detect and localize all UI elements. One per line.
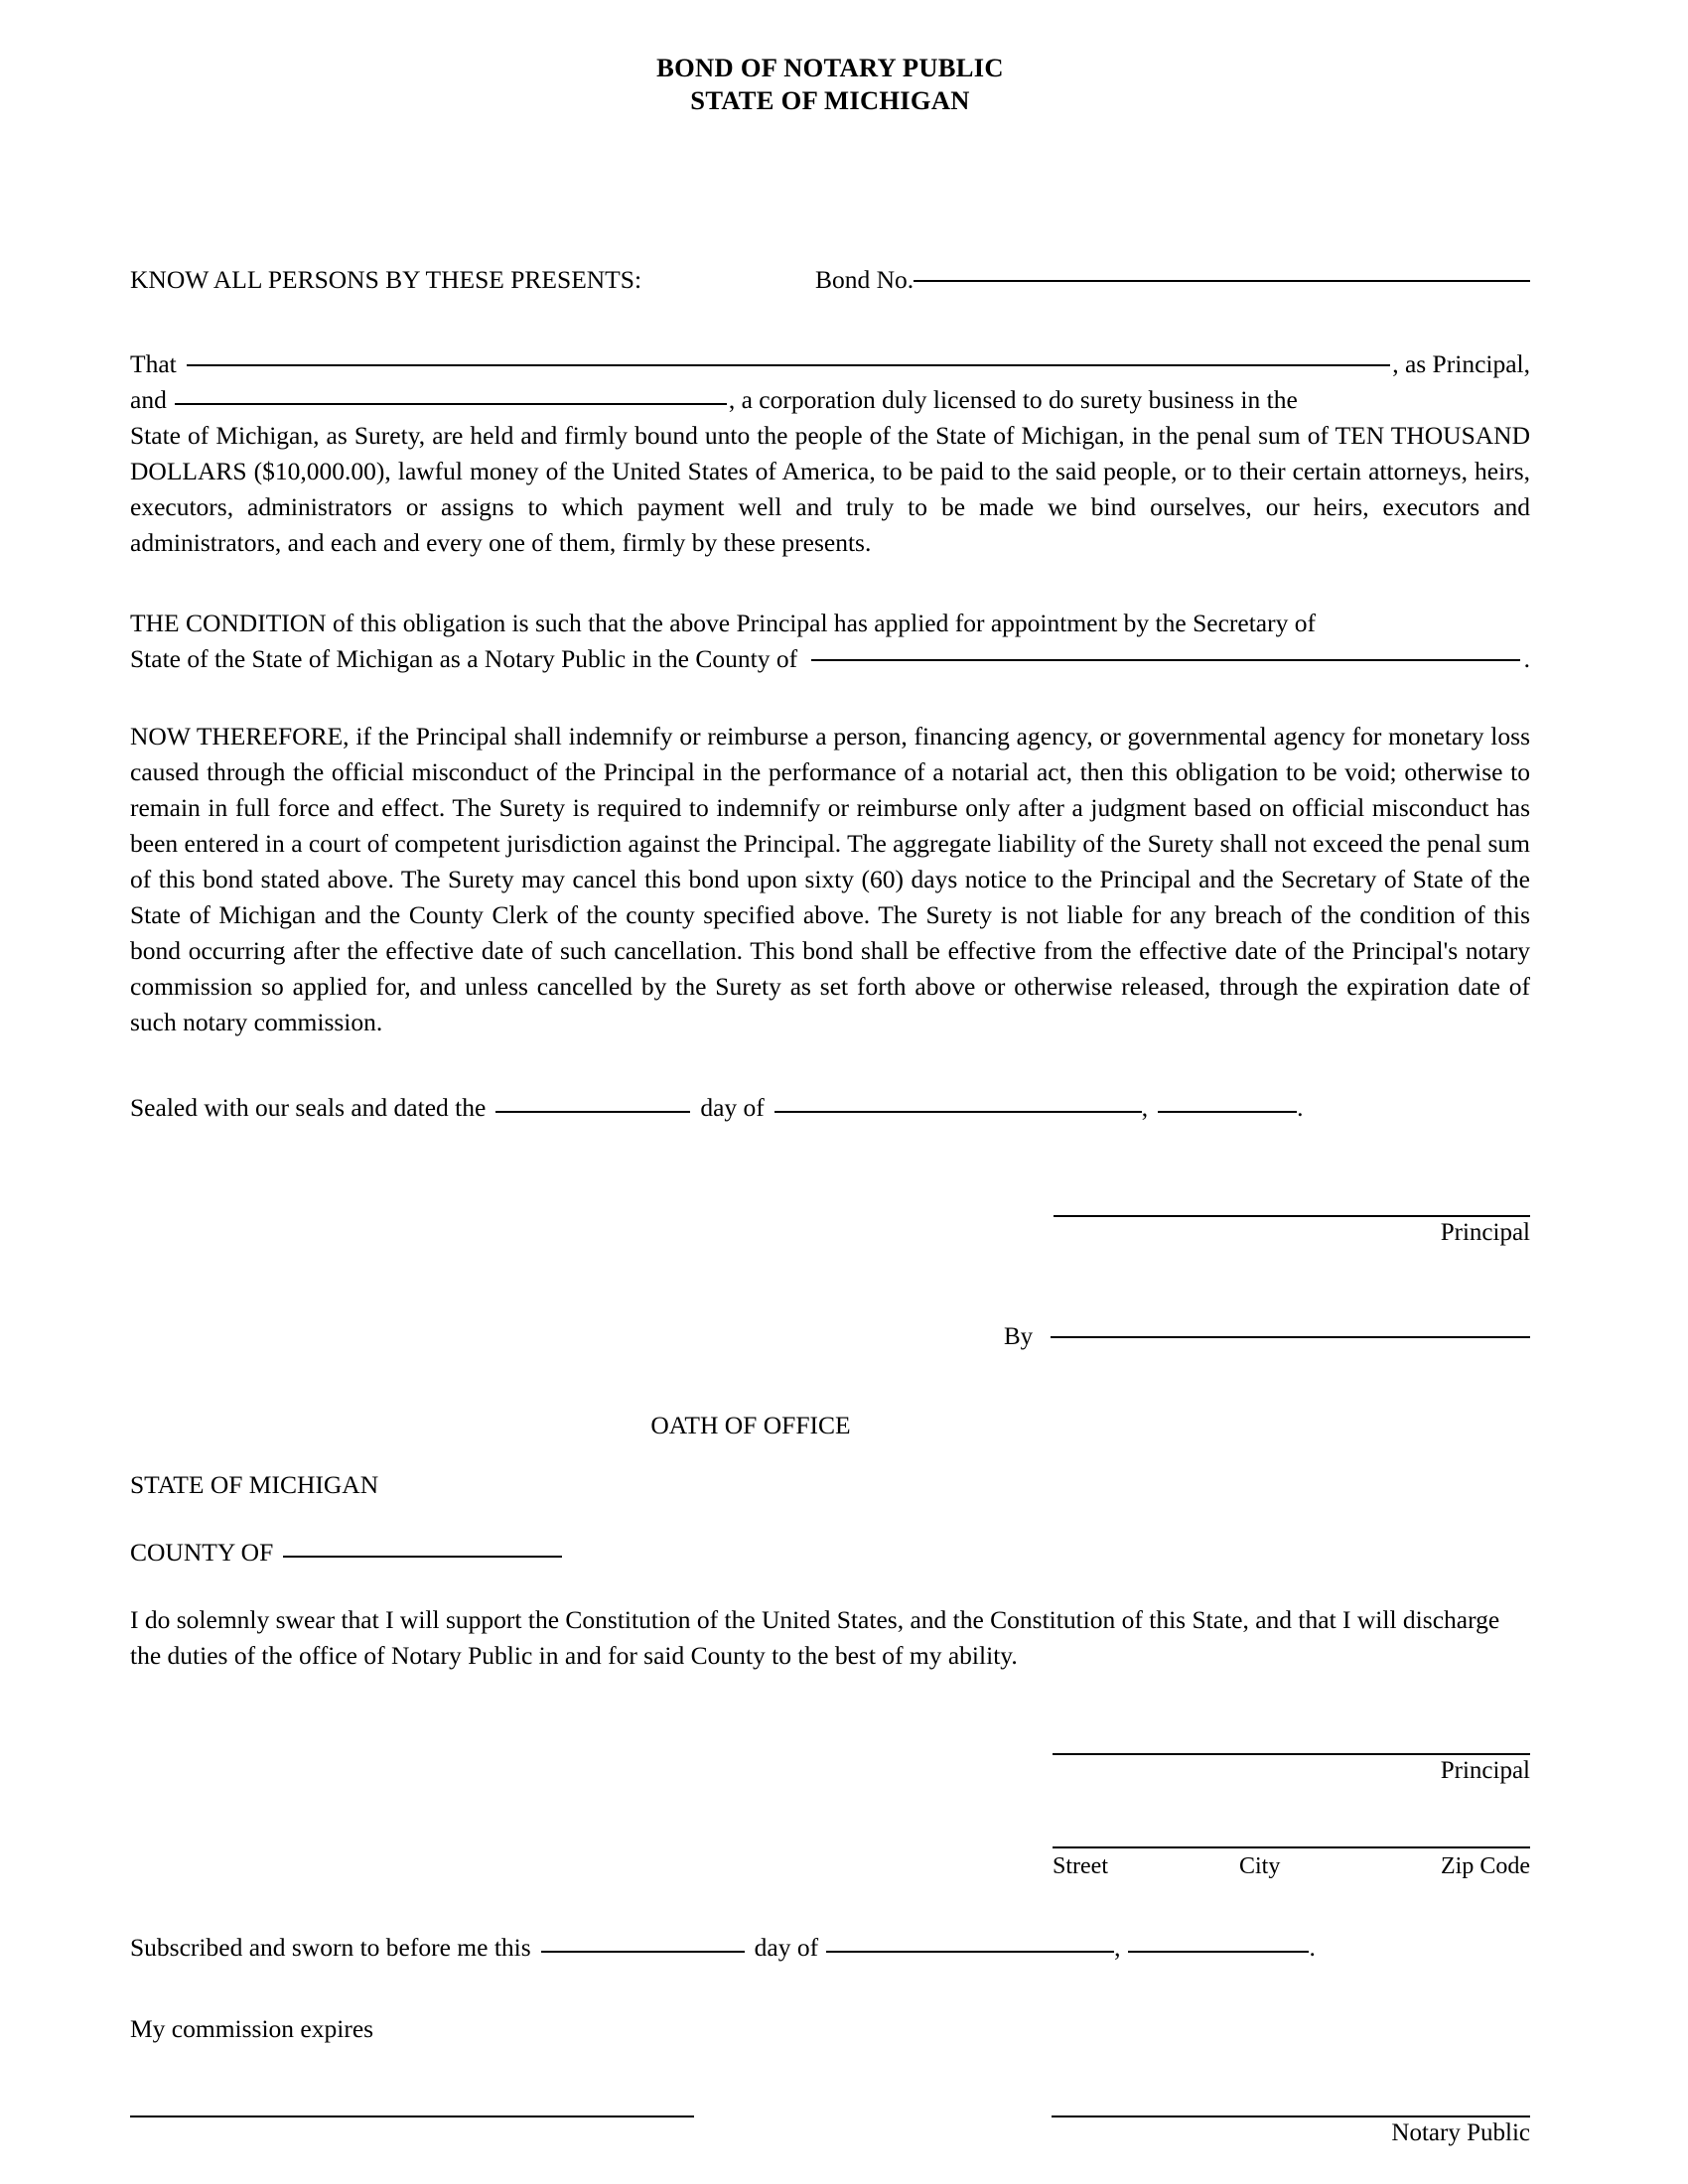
- notary-public-block: [1052, 2116, 1530, 2149]
- as-principal-label: , as Principal,: [1392, 349, 1530, 378]
- title-line-2: STATE OF MICHIGAN: [690, 85, 970, 115]
- oath-county-input-rule[interactable]: [283, 1556, 562, 1558]
- sealed-day-input-rule[interactable]: [495, 1111, 690, 1113]
- city-label: City: [1239, 1853, 1281, 1879]
- commission-expires-label: My commission expires: [130, 2014, 374, 2043]
- principal-name-input-rule[interactable]: [187, 364, 1390, 366]
- sealed-year-input-rule[interactable]: [1158, 1111, 1297, 1113]
- bond-no-field: [815, 263, 1530, 297]
- oath-state-label: STATE OF MICHIGAN: [130, 1470, 379, 1499]
- final-gap: [694, 2116, 1052, 2149]
- and-corporation-row: [130, 382, 1530, 418]
- address-block: [1053, 1846, 1530, 1881]
- final-left-rule[interactable]: [130, 2116, 694, 2117]
- bond-no-label: Bond No.: [815, 265, 914, 294]
- condition-county-prefix: State of the State of Michigan as a Notary Public in the County of: [130, 644, 798, 673]
- sealed-date-row: [130, 1090, 1530, 1126]
- know-all-persons-row: [130, 263, 1530, 297]
- and-label: and: [130, 385, 167, 414]
- oath-of-office-heading: OATH OF OFFICE: [650, 1411, 851, 1439]
- now-therefore-paragraph: NOW THEREFORE, if the Principal shall indemnify or reimburse a person, financing agency, or governmental agency for monetary loss caused through the official misconduct of the Principal in the performance of a notarial act, then this obligation to be void; otherwise to remain in full force and effect. The Surety is required to indemnify or reimburse only after a judgment based on official misconduct has been entered in a court of competent jurisdiction against the Principal. The aggregate liability of the Surety shall not exceed the penal sum of this bond stated above. The Surety may cancel this bond upon sixty (60) days notice to the Principal and the Secretary of State of the State of Michigan and the County Clerk of the county specified above. The Surety is not liable for any breach of the condition of this bond occurring after the effective date of such cancellation. This bond shall be effective from the effective date of the Principal's notary commission so applied for, and unless cancelled by the Surety as set forth above or otherwise released, through the expiration date of such notary commission.: [130, 722, 1530, 1036]
- that-principal-row: [130, 346, 1530, 382]
- subscribed-comma: ,: [1114, 1933, 1121, 1962]
- oath-principal-label: Principal: [1440, 1757, 1530, 1784]
- that-section: [130, 346, 1530, 561]
- by-signature-block: [1004, 1321, 1530, 1353]
- commission-expires-row: [130, 2014, 1530, 2044]
- subscribed-sworn-row: [130, 1933, 1530, 1963]
- document-title: [130, 52, 1530, 117]
- by-signature-rule[interactable]: [1051, 1336, 1530, 1338]
- oath-principal-signature-block: [1053, 1753, 1530, 1787]
- subscribed-day-input-rule[interactable]: [541, 1951, 745, 1953]
- sealed-period: .: [1297, 1093, 1304, 1122]
- by-label: By: [1004, 1323, 1034, 1350]
- condition-line-1: THE CONDITION of this obligation is such that the above Principal has applied for appointment by the Secretary of: [130, 609, 1316, 637]
- subscribed-prefix: Subscribed and sworn to before me this: [130, 1933, 531, 1962]
- subscribed-year-input-rule[interactable]: [1128, 1951, 1309, 1953]
- sealed-prefix: Sealed with our seals and dated the: [130, 1093, 487, 1122]
- address-input-rule[interactable]: [1053, 1846, 1530, 1848]
- sealed-comma: ,: [1141, 1093, 1149, 1122]
- subscribed-month-input-rule[interactable]: [826, 1951, 1114, 1953]
- final-left-block: [130, 2116, 694, 2149]
- principal-signature-block: [1054, 1215, 1530, 1249]
- sealed-day-of-label: day of: [700, 1093, 765, 1122]
- street-label: Street: [1053, 1853, 1108, 1879]
- county-input-rule[interactable]: [811, 659, 1520, 661]
- bond-no-input-rule[interactable]: [914, 280, 1530, 282]
- oath-county-row: [130, 1538, 1530, 1568]
- title-line-1: BOND OF NOTARY PUBLIC: [656, 53, 1004, 82]
- principal-signature-label: Principal: [1440, 1219, 1530, 1246]
- oath-county-label: COUNTY OF: [130, 1538, 274, 1567]
- surety-name-input-rule[interactable]: [175, 403, 727, 405]
- corporation-text: , a corporation duly licensed to do surety business in the: [728, 385, 1298, 414]
- condition-county-row: [130, 641, 1530, 677]
- know-all-persons-heading: KNOW ALL PERSONS BY THESE PRESENTS:: [130, 265, 642, 294]
- zip-code-label: Zip Code: [1441, 1853, 1530, 1879]
- subscribed-period: .: [1309, 1933, 1316, 1962]
- notary-public-label: Notary Public: [1391, 2119, 1530, 2146]
- final-signature-rules: [130, 2116, 1530, 2149]
- document-content: [130, 0, 1530, 2149]
- subscribed-day-of-label: day of: [754, 1933, 819, 1962]
- condition-section: [130, 606, 1530, 677]
- that-label: That: [130, 349, 177, 378]
- oath-paragraph: I do solemnly swear that I will support the Constitution of the United States, and the Constitution of this State, and that I will discharge the duties of the office of Notary Public in and for said County to the best of my ability.: [130, 1605, 1500, 1670]
- sealed-month-input-rule[interactable]: [774, 1111, 1142, 1113]
- that-paragraph-rest: State of Michigan, as Surety, are held and firmly bound unto the people of the State of Michigan, in the penal sum of TEN THOUSAND DOLLARS ($10,000.00), lawful money of the United States of America, to be paid to the said people, or to their certain attorneys, heirs, executors, administrators or assigns to which payment well and truly to be made we bind ourselves, our heirs, executors and administrators, and each and every one of them, firmly by these presents.: [130, 421, 1530, 557]
- condition-period: .: [1523, 644, 1530, 673]
- address-labels-row: [1053, 1851, 1530, 1881]
